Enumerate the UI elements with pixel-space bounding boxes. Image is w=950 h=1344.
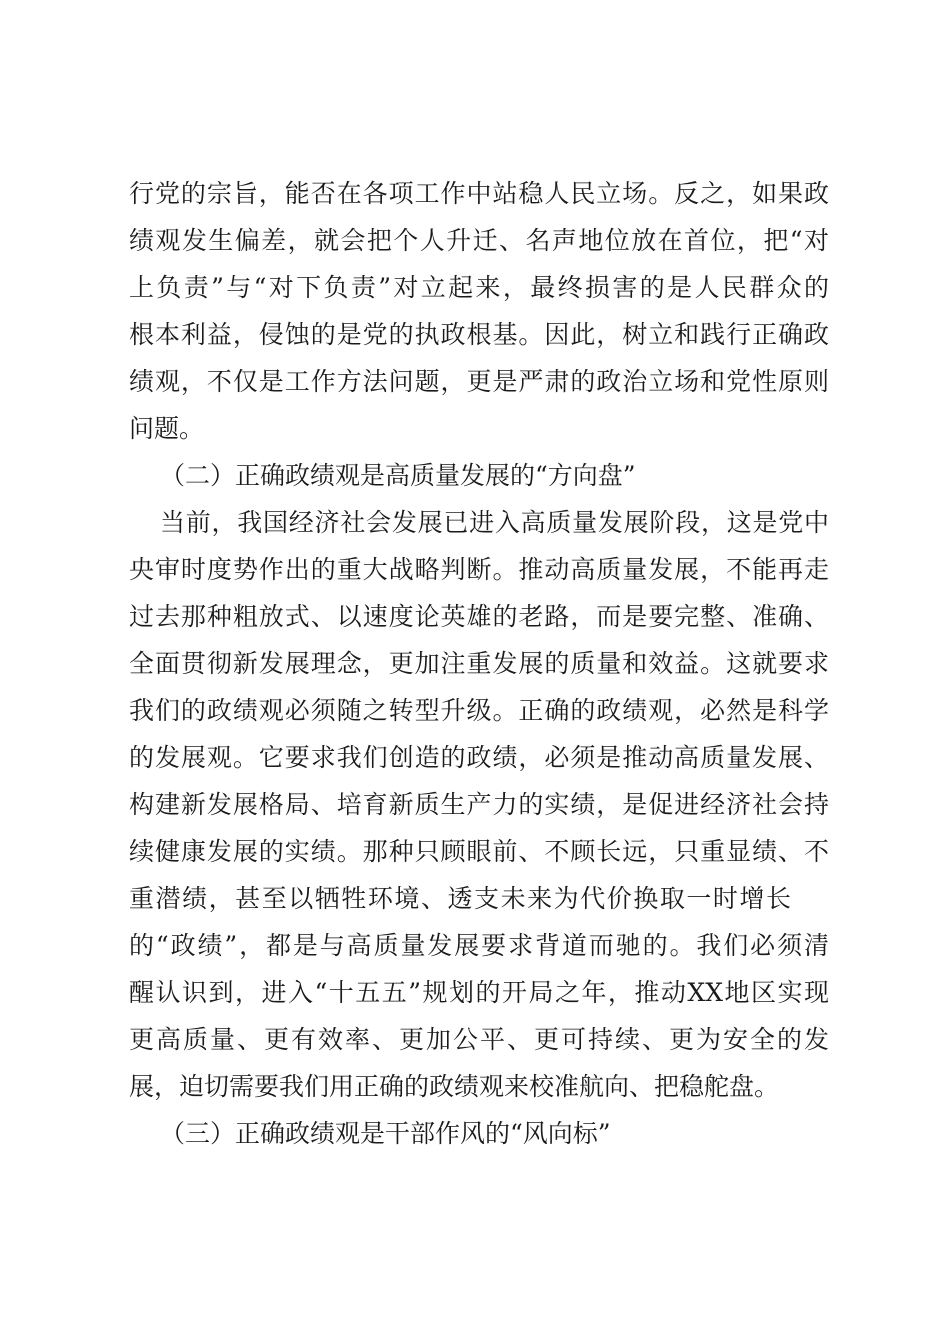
paragraph-line: 当前，我国经济社会发展已进入高质量发展阶段，这是党中 xyxy=(160,508,829,537)
section-heading-2: （二）正确政绩观是高质量发展的“方向盘” xyxy=(160,461,636,490)
paragraph-line: 全面贯彻新发展理念，更加注重发展的质量和效益。这就要求 xyxy=(129,649,829,678)
paragraph-line: 续健康发展的实绩。那种只顾眼前、不顾长远，只重显绩、不 xyxy=(129,837,829,866)
section-heading-3: （三）正确政绩观是干部作风的“风向标” xyxy=(160,1119,611,1148)
paragraph-line: 重潜绩，甚至以牺牲环境、透支未来为代价换取一时增长 xyxy=(129,884,791,913)
paragraph-line: 绩观发生偏差，就会把个人升迁、名声地位放在首位，把“对 xyxy=(129,226,829,255)
paragraph-line: 过去那种粗放式、以速度论英雄的老路，而是要完整、准确、 xyxy=(129,602,829,631)
paragraph-line: 上负责”与“对下负责”对立起来，最终损害的是人民群众的 xyxy=(129,273,829,302)
paragraph-line: 行党的宗旨，能否在各项工作中站稳人民立场。反之，如果政 xyxy=(129,179,829,208)
paragraph-line: 我们的政绩观必须随之转型升级。正确的政绩观，必然是科学 xyxy=(129,696,829,725)
paragraph-line: 更高质量、更有效率、更加公平、更可持续、更为安全的发 xyxy=(129,1025,829,1054)
paragraph-line: 展，迫切需要我们用正确的政绩观来校准航向、把稳舵盘。 xyxy=(129,1072,780,1101)
paragraph-line: 构建新发展格局、培育新质生产力的实绩，是促进经济社会持 xyxy=(129,790,829,819)
paragraph-line: 央审时度势作出的重大战略判断。推动高质量发展，不能再走 xyxy=(129,555,829,584)
paragraph-line: 问题。 xyxy=(129,414,205,443)
paragraph-line: 根本利益，侵蚀的是党的执政根基。因此，树立和践行正确政 xyxy=(129,320,829,349)
paragraph-line: 绩观，不仅是工作方法问题，更是严肃的政治立场和党性原则 xyxy=(129,367,829,396)
paragraph-line: 的发展观。它要求我们创造的政绩，必须是推动高质量发展、 xyxy=(129,743,829,772)
paragraph-line: 的“政绩”，都是与高质量发展要求背道而驰的。我们必须清 xyxy=(129,931,829,960)
paragraph-line: 醒认识到，进入“十五五”规划的开局之年，推动XX地区实现 xyxy=(129,978,829,1007)
